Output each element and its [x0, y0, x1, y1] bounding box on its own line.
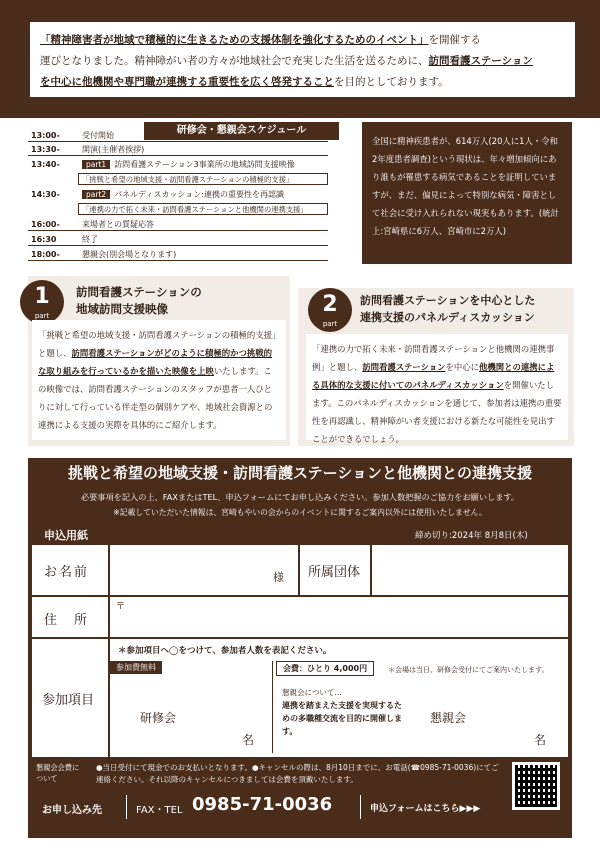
sama-label: 様: [273, 571, 284, 584]
schedule-text: 訪問看護ステーション3事業所の地域訪問支援映像: [114, 160, 295, 169]
body-text: 「挑戦と希望の地域支援・訪問看護ステーションの積極的支援」と題し、: [38, 330, 277, 358]
schedule-subtitle: 「挑戦と希望の地域支援・訪問看護ステーションの積極的支援」: [78, 173, 328, 185]
schedule-time: 16:30: [31, 235, 57, 244]
part-label: part: [34, 312, 50, 320]
intro-text: 運びとなりました。精神障がい者の方々が地域社会で充実した生活を送るために、: [40, 55, 429, 67]
intro-text: を目的としております。: [334, 76, 449, 88]
body-text: いたします。この映像では、訪問看護ステーションのスタッフが患者一人ひとりに対して行っている伴走型の個別ケアや、地域社会資源との連携による支援の実際を具体的にご紹介します。: [38, 366, 273, 430]
schedule-text: 開演(主催者挨拶): [82, 145, 145, 154]
intro-text: を開催する: [428, 34, 481, 46]
org-label-cell: [300, 545, 370, 595]
name-label-cell: [32, 545, 108, 595]
body-text: 「連携の力で拓く未来・訪問看護ステーションと他機関の連携事例」と題し、: [312, 344, 555, 372]
part-heading-line: 訪問看護ステーションの: [76, 285, 202, 299]
option-kenshukai[interactable]: 研修会: [140, 711, 177, 725]
cancel-note: ●キャンセルの際は、8月10日までに、お電話(☎0985-71-0036)にてご連絡ください。それ以降のキャンセルにつきましては会費を頂戴いたします。: [96, 763, 499, 784]
divider: [126, 795, 127, 819]
part1-badge: [20, 280, 64, 324]
schedule-time: 13:40-: [31, 160, 60, 169]
schedule-row: [28, 248, 328, 261]
schedule-row: [28, 129, 328, 142]
intro-box: [30, 22, 575, 97]
schedule-text: 懇親会(別会場となります): [82, 250, 177, 259]
address-label: 住 所: [44, 613, 90, 628]
schedule-text: 受付開始: [82, 131, 114, 140]
form-link[interactable]: 申込フォームはこちら▶▶▶: [370, 804, 481, 814]
name-field[interactable]: [110, 545, 298, 595]
section-note: 必要事項を記入の上、FAXまたはTEL、申込フォームにてお申し込みください。参加人数把握のご協力をお願いします。: [80, 492, 520, 502]
cancel-notes: [96, 762, 500, 786]
option-konshinkai[interactable]: 懇親会: [430, 711, 467, 725]
schedule-time: 14:30-: [31, 190, 60, 199]
schedule-time: 18:00-: [31, 250, 60, 259]
section-title: 挑戦と希望の地域支援・訪問看護ステーションと他機関との連携支援: [67, 464, 533, 482]
cancel-label: 懇親会会費について: [36, 763, 80, 783]
schedule-text: パネルディスカッション:連携の重要性を再認識: [114, 190, 284, 199]
part-number: 2: [322, 292, 338, 317]
schedule-title: 研修会・懇親会スケジュール: [144, 122, 339, 140]
body-emph: 訪問看護ステーション: [362, 362, 446, 372]
address-field[interactable]: [110, 597, 568, 637]
schedule-time: 13:00-: [31, 131, 60, 140]
body-text: を開催いたします。このパネルディスカッションを通じて、参加者は連携の重要性を再認識し、精神障がい者支援における新たな可能性を見出すことができるでしょう。: [312, 380, 562, 444]
count-unit: 名: [242, 733, 255, 747]
fax-tel-label: FAX・TEL: [136, 805, 183, 816]
schedule-row: [28, 143, 328, 156]
schedule-row: [28, 233, 328, 246]
divider: [272, 661, 273, 753]
phone-number[interactable]: 0985-71-0036: [192, 794, 333, 815]
footer: [28, 795, 572, 825]
part-heading-line: 連携支援のパネルディスカッション: [360, 311, 535, 324]
part-label: part: [322, 320, 338, 328]
intro-emph: を中心に他機関や専門職が連携する重要性を広く啓発すること: [40, 76, 334, 88]
body-text: を中心に: [445, 362, 479, 372]
schedule-row: [28, 218, 328, 231]
intro-event-name: 「精神障害者が地域で積極的に生きるための支援体制を強化するためのイベント」: [40, 34, 429, 46]
fee-note: ＊会場は当日、研修会受付にてご案内いたします。: [388, 666, 549, 674]
name-label: お名前: [44, 565, 90, 580]
part-tag: part2: [82, 190, 110, 199]
cancel-note: ●当日受付にて現金でのお支払いとなります。: [96, 763, 252, 772]
part-tag: part1: [82, 160, 110, 169]
statistics-box: 全国に精神疾患者が、614万人(20人に1人・令和2年度患者調査)という現状は、年々増加傾向にあり誰もが罹患する病気であることを証明していますが、まだ、偏見によって特別な病気・障害として社会に受け入れられない現実もあります。(統計上:宮崎県に6万人、宮崎市に2万人): [362, 122, 572, 264]
fee-paid-badge: 会費：ひとり 4,000円: [276, 661, 374, 676]
schedule-time: 13:30-: [31, 145, 60, 154]
part-heading-line: 地域訪問支援映像: [76, 302, 168, 316]
schedule-text: 来場者との質疑応答: [82, 220, 154, 229]
fee-free-badge: 参加費無料: [110, 661, 162, 674]
apply-label: お申し込み先: [42, 805, 102, 816]
konshin-desc: 連携を踏まえた支援を実現するための多職種交流を目的に開催します。: [282, 701, 402, 736]
items-label-cell: [32, 639, 108, 757]
part2-body: [306, 334, 568, 444]
address-label-cell: [32, 597, 108, 637]
divider: [360, 795, 361, 819]
count-unit: 名: [534, 733, 547, 747]
org-label: 所属団体: [308, 565, 361, 580]
part-number: 1: [34, 284, 50, 309]
part2-heading: [360, 292, 535, 326]
schedule-time: 16:00-: [31, 220, 60, 229]
body-emph: 訪問看護ステーションがどのように積極的かつ挑戦的な取り組みを行っているかを描いた映像を上映: [38, 348, 272, 376]
konshin-about: 懇親会について…: [282, 688, 342, 697]
deadline: 締め切り:2024年 8月8日(木): [415, 531, 528, 541]
items-field: [110, 639, 568, 757]
body-emph: 他機関との連携による具体的な支援に付いてのパネルディスカッション: [312, 362, 555, 390]
part-heading-line: 訪問看護ステーションを中心とした: [360, 294, 536, 307]
items-instruction: ＊参加項目へ◯をつけて、参加者人数を表記ください。: [118, 646, 332, 656]
part2-badge: [308, 288, 352, 332]
part1-heading: [76, 284, 202, 318]
org-field[interactable]: [372, 545, 568, 595]
schedule-row: [28, 158, 328, 171]
postal-mark: 〒: [116, 602, 126, 612]
part1-body: [32, 320, 286, 440]
schedule-text: 終了: [82, 235, 98, 244]
schedule-row: [28, 188, 328, 201]
schedule-subtitle: 「連携の力で拓く未来・訪問看護ステーションと他機関の連携支援」: [78, 203, 328, 215]
privacy-note: ※記載していただいた情報は、宮崎もやいの会からのイベントに関するご案内以外には使用いたしません。: [113, 508, 487, 517]
intro-emph: 訪問看護ステーション: [428, 55, 533, 67]
form-label: 申込用紙: [44, 529, 88, 542]
items-label: 参加項目: [42, 693, 95, 708]
